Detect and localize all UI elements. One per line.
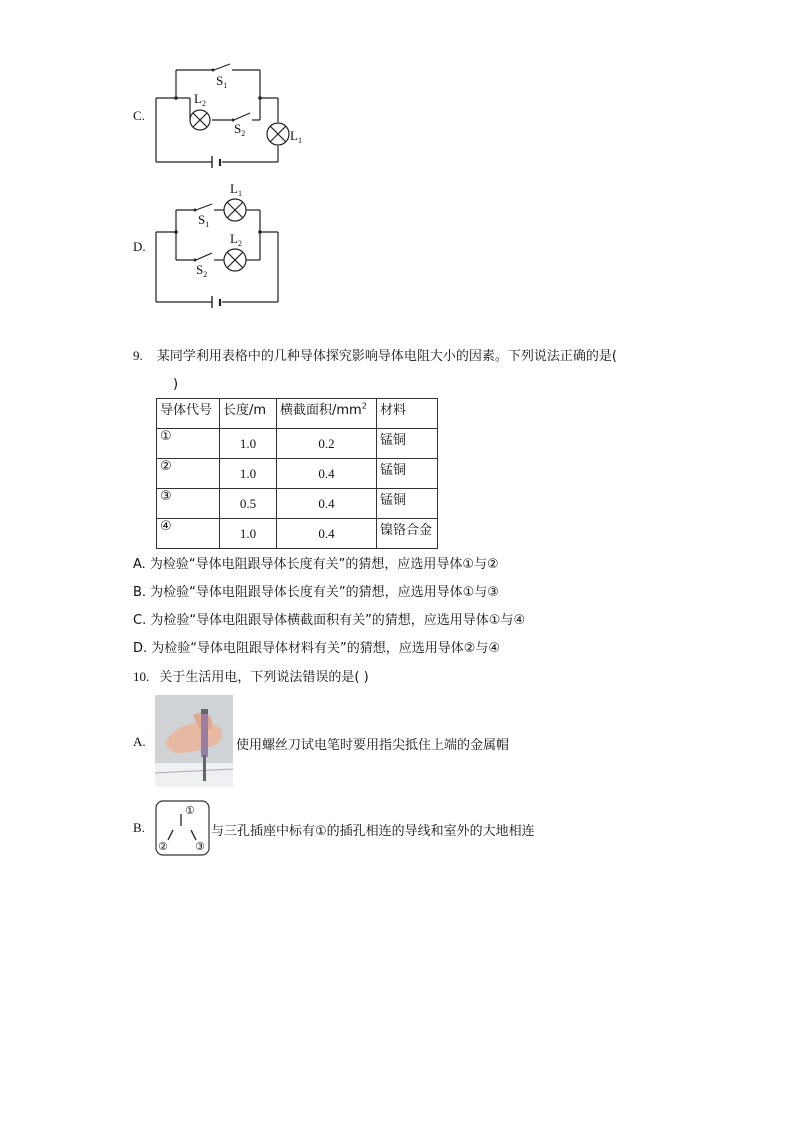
lamp-l2-icon bbox=[224, 249, 246, 271]
question-number: 9. bbox=[133, 348, 143, 363]
lamp-l2-label: $L_2$ bbox=[230, 231, 242, 248]
circuit-diagram-d bbox=[150, 180, 290, 310]
answer-option-a: A. 为检验“导体电阻跟导体长度有关”的猜想，应选用导体①与② bbox=[133, 557, 499, 572]
table-header-row bbox=[157, 399, 438, 429]
socket-mark-2: ② bbox=[158, 840, 168, 853]
table-row: ③ 0.5 0.4 锰铜 bbox=[157, 489, 438, 519]
three-hole-socket-icon bbox=[155, 800, 210, 856]
circuit-diagram-c bbox=[150, 58, 320, 168]
socket-mark-1: ① bbox=[185, 804, 195, 817]
question-9-stem-end: ) bbox=[173, 377, 179, 392]
lamp-l2-label: $L_2$ bbox=[194, 91, 206, 108]
question-10-stem bbox=[133, 668, 369, 687]
question-number: 10. bbox=[133, 669, 150, 684]
test-pen-photo bbox=[155, 695, 233, 787]
lamp-l2-icon bbox=[190, 108, 210, 130]
switch-s1-label: $S_1$ bbox=[198, 212, 210, 229]
table-row: ④ 1.0 0.4 镍铬合金 bbox=[157, 519, 438, 549]
question-text: 关于生活用电，下列说法错误的是( ) bbox=[159, 670, 369, 685]
switch-s1-label: $S_1$ bbox=[216, 73, 228, 90]
q10-option-a-label: A. bbox=[133, 734, 146, 749]
socket-mark-3: ③ bbox=[195, 840, 205, 853]
q10-option-b-text: 与三孔插座中标有①的插孔相连的导线和室外的大地相连 bbox=[211, 824, 535, 839]
table-header-cell: 材料 bbox=[377, 399, 438, 429]
conductor-table bbox=[156, 398, 438, 549]
switch-s2-label: $S_2$ bbox=[196, 262, 208, 279]
table-header-cell: 长度/m bbox=[220, 399, 277, 429]
table-row: ② 1.0 0.4 锰铜 bbox=[157, 459, 438, 489]
table-header-cell: 横截面积$/mm^2$ bbox=[277, 399, 377, 429]
answer-option-c: C. 为检验“导体电阻跟导体横截面积有关”的猜想，应选用导体①与④ bbox=[133, 613, 526, 628]
table-row: ① 1.0 0.2 锰铜 bbox=[157, 429, 438, 459]
answer-option-d: D. 为检验“导体电阻跟导体材料有关”的猜想，应选用导体②与④ bbox=[133, 641, 501, 656]
question-text: 某同学利用表格中的几种导体探究影响导体电阻大小的因素。下列说法正确的是( bbox=[156, 349, 617, 364]
q10-option-b-label: B. bbox=[133, 820, 145, 835]
option-d-label: D. bbox=[133, 239, 146, 254]
option-c-label: C. bbox=[133, 108, 145, 123]
lamp-l1-label: $L_1$ bbox=[230, 181, 242, 198]
q10-option-a-text: 使用螺丝刀试电笔时要用指尖抵住上端的金属帽 bbox=[236, 738, 510, 753]
answer-option-b: B. 为检验“导体电阻跟导体长度有关”的猜想，应选用导体①与③ bbox=[133, 585, 499, 600]
lamp-l1-icon bbox=[224, 199, 246, 221]
switch-s2-label: $S_2$ bbox=[234, 121, 246, 138]
lamp-l1-icon bbox=[267, 123, 289, 145]
question-9-stem bbox=[133, 347, 673, 366]
lamp-l1-label: $L_1$ bbox=[290, 128, 302, 145]
table-header-cell: 导体代号 bbox=[157, 399, 220, 429]
